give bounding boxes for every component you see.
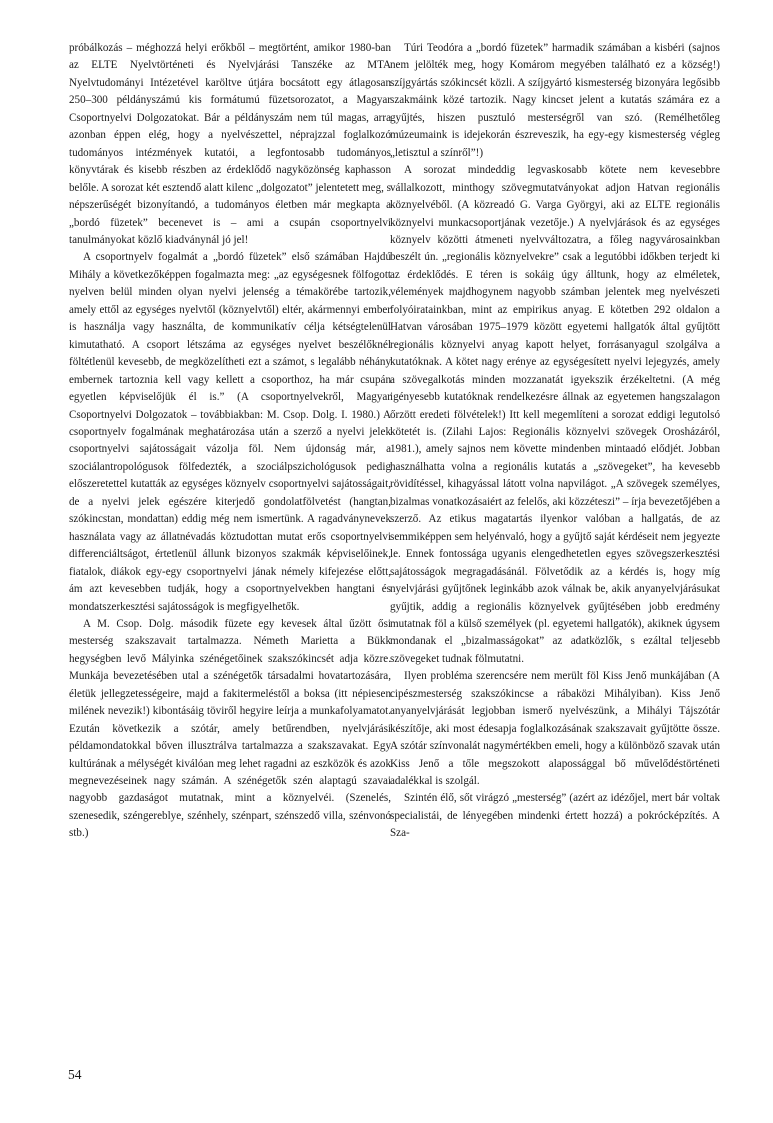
paragraph: Ilyen probléma szerencsére nem merült föl Kiss Jenő munkájában (A cipészmesterség szakszókincse a rábaközi Mihályiban). Kiss Jenő anyanyelvjárását legjobban ismerő nyelvészünk, a Mihályi Tájszótár készítője, aki most édesapja foglalkozásának szakszavait gyűjtötte össze. A szótár színvonalát nagymértékben emeli, hogy a különböző szavak után Kiss Jenő a tőle megszokott alapossággal bő művelődéstörténeti adalékkal is szolgál. (390, 670, 720, 788)
paragraph: A sorozat mindeddig legvaskosabb kötete nem kevesebbre vállalkozott, minthogy szövegmutatványokat adjon Hatvan regionális köznyelvéből. (A közreadó G. Varga Györgyi, aki az ELTE regionális köznyelvi munkacsoportjának vezetője.) A nyelvjárások és az egységes köznyelv közötti átmeneti nyelvváltozatra, a főleg nagyvárosainkban beszélt ún. „regionális köznyelvekre” csak a legutóbbi időkben terjedt ki az érdeklődés. E téren is sokáig úgy álltunk, hogy az elméletek, vélemények majdhogynem nagyobb számban jelentek meg nyelvészeti folyóiratainkban, mint az empirikus anyag. E kötetben 292 oldalon a Hatvan városában 1975–1979 között egyetemi hallgatók által gyűjtött regionális köznyelvi anyag kapott helyet, forrásanyagul szolgálva a kutatóknak. A kötet nagy erénye az egységesített nyelvi lejegyzés, amely a szövegalkotás minden mozzanatát igyekszik érzékeltetni. (A még igényesebb kutatóknak rendelkezésre állnak az egyetemen hangszalagon őrzött eredeti fölvételek!) Itt kell megemlíteni a sorozat eddigi legutolsó kötetét is. (Zilahi Lajos: Regionális köznyelvi szövegek Orosházáról, 1981.), amely sajnos nem követte mindenben mintaadó elődjét. Jobban használhatta volna a regionális kutatás a „szövegeket”, ha kevesebb rövidítéssel, kihagyással látott volna napvilágot. „A szövegek személyes, bizalmas vonatkozásaiért az felelős, aki közzéteszi” – írja bevezetőjében a szerző. Az etikus magatartás ilyenkor valóban a hallgatás, de az semmiképpen sem helyénvaló, hogy a gyűjtő saját kérdéseit nem jegyezte le. Ennek fontossága ugyanis elengedhetetlen egyes szövegszerkesztési sajátosságok megragadásánál. Fölvetődik az a kérdés is, hogy míg nyelvjárási gyűjtőnek leginkább azok válnak be, akik anyanyelvjárásukat gyűjtik, addig a regionális köznyelvek gyűjtésében jobb eredmény mutatnak föl a külső személyek (pl. egyetemi hallgatók), akiknek úgysem mondanak el „bizalmasságokat” az adatközlők, s ezáltal teljesebb szövegeket tudnak fölmutatni. (390, 164, 720, 665)
left-text-column (69, 40, 391, 843)
paragraph: A M. Csop. Dolg. második füzete egy kevesek által űzött ősi mesterség szakszavait tartalmazza. Németh Marietta a Bükk hegységben levő Mályinka szénégetőinek szakszókincsét adja közre. Munkája bevezetésében utal a szénégetők társadalmi hovatartozására, életük jellegzetességeire, majd a fakitermeléstől a boksa (itt népiesen milének nevezik!) kibontásáig töviről hegyire leírja a munkafolyamatot. Ezután következik a szótár, amely betűrendben, nyelvjárási példamondatokkal bőven illusztrálva tartalmazza a szakszavakat. Egy kultúrának a mélységét kiválóan meg lehet ragadni az eszközök és azok megnevezéseinek nagy számán. A szénégetők szén alaptagú szavai nagyobb gazdaságot mutatnak, mint a köznyelvéi. (Szenelés, szenesedik, széngereblye, szénhely, szénpart, szénszedő villa, szénvonó stb.) (69, 617, 391, 840)
paragraph: Szintén élő, sőt virágzó „mesterség” (azért az idézőjel, mert bár voltak specialistái, de lényegében mindenki értett hozzá) a pokrócképzítés. A Sza- (390, 792, 720, 840)
right-text-column (390, 40, 720, 843)
paragraph: A csoportnyelv fogalmát a „bordó füzetek” első számában Hajdú Mihály a következőképpen fogalmazta meg: „az egységesnek fölfogott nyelven belül minden olyan nyelvi jelenség a témakörébe tartozik, amely ettől az egységes nyelvtől (köznyelvtől) eltér, akármennyi ember is használja vagy használta, de kommunikatív célja kétségtelenül kimutatható. A csoport létszáma az egységes nyelvet beszélőknél föltétlenül kevesebb, de megközelítheti ezt a számot, s legalább néhány embernek tartoznia kell vagy kellett a csoporthoz, ha már csupán egyetlen képviselőjük él is.” (A csoportnyelvekről, Magyar Csoportnyelvi Dolgozatok – továbbiakban: M. Csop. Dolg. I. 1980.) A csoportnyelv fogalmának meghatározása után a szerző a nyelvi jelek csoportnyelvi sajátosságait vázolja föl. Nem újdonság már, a szociálantropológusok fölfedezték, a szociálpszichológusok pedig előszeretettel kutatták az egységes köznyelv csoportnyelvi sajátosságait, de a nyelvi jelek egészére kiterjedő gondolatfölvetést (hangtan, szókincstan, mondattan) eddig még nem ismertünk. A ragadványnevek használata vagy az állatnévadás köztudottan mutat erős csoportnyelvi differenciáltságot, értetlenül állunk bizonyos szakmák képviselőinek, fiatalok, diákok egy-egy csoportnyelvi jának némely kifejezése előtt, ám azt kevesebben tudják, hogy a csoportnyelvekben hangtani és mondatszerkesztési sajátosságok is megfigyelhetők. (69, 251, 391, 613)
page-number: 54 (68, 1067, 82, 1082)
paragraph: próbálkozás – méghozzá helyi erőkből – megtörtént, amikor 1980-ban az ELTE Nyelvtörténeti és Nyelvjárási Tanszéke az MTA Nyelvtudományi Intézetével karöltve útjára bocsátott egy átlagosan 250–300 példányszámú kis formátumú füzetsorozatot, a Magyar Csoportnyelvi Dolgozatokat. Bár a példányszám nem túl magas, arra azonban éppen elég, hogy a nyelvészettel, néprajzzal foglalkozó tudományos intézmények kutatói, a legfontosabb tudományos könyvtárak és kisebb részben az érdeklődő nagyközönség kaphasson belőle. A sorozat két esztendő alatt kilenc „dolgozatot” jelentetett meg, s népszerűségét bizonyítandó, a tudományos életben már megkapta a „bordó füzetek” becenevet is – ami a csupán csoportnyelvi tanulmányokat közlő kiadványnál jó jel! (69, 42, 391, 246)
paragraph: Túri Teodóra a „bordó füzetek” harmadik számában a kisbéri (sajnos nem jelölték meg, hogy Komárom megyében található ez a község!) szíjgyártás szókincsét közli. A szíjgyártó kismesterség bizonyára legősibb szakmáink közé tartozik. Nagy kincset jelent a kutatás számára ez a gyűjtés, hiszen pusztuló mesterségről van szó. (Remélhetőleg múzeumaink is idejekorán észreveszik, ha egy-egy kismesterség végleg „letisztul a színről”!) (390, 42, 720, 159)
